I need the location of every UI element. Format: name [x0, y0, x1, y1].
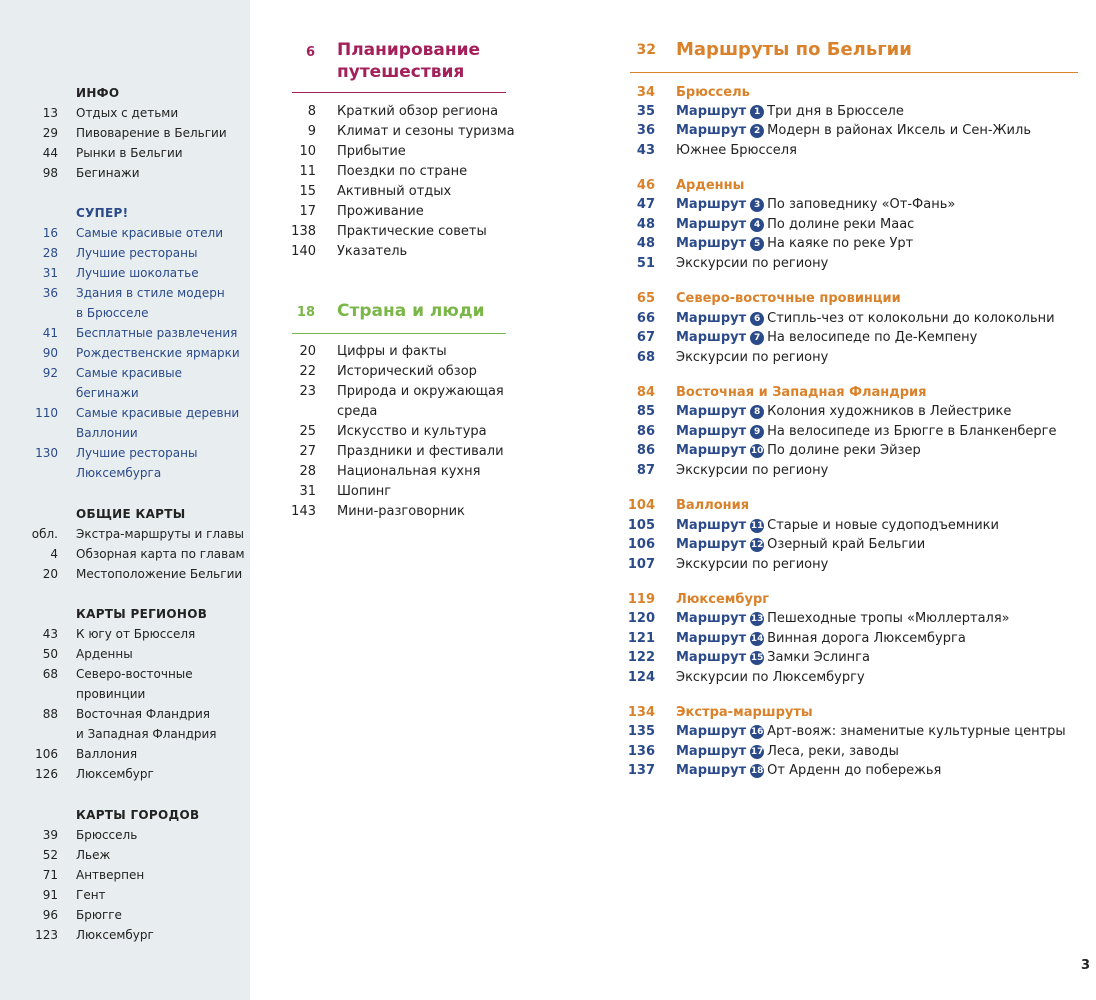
route-label: Маршрут: [676, 611, 747, 626]
sidebar-item[interactable]: [0, 406, 250, 426]
page-number: 34: [636, 85, 655, 100]
item-label: Пешеходные тропы «Мюллерталя»: [767, 611, 1010, 626]
sidebar-item-cont[interactable]: [0, 466, 250, 486]
page-number: 85: [636, 404, 655, 419]
item-label: Люксембурга: [76, 466, 162, 480]
route-number-badge: 16: [750, 727, 764, 737]
page-number: 136: [627, 744, 655, 759]
region-title: Северо-восточные провинции: [676, 291, 901, 306]
page-number: 32: [636, 42, 656, 58]
page-number: 84: [636, 385, 655, 400]
sidebar-item[interactable]: [0, 828, 250, 848]
item-label: Климат и сезоны туризма: [337, 124, 515, 139]
item-label: в Брюсселе: [76, 306, 149, 320]
route-label: Маршрут: [676, 650, 747, 665]
page-number: 105: [627, 518, 655, 533]
sidebar-item[interactable]: [0, 346, 250, 366]
route-label: Маршрут: [676, 724, 747, 739]
page-number: 31: [42, 266, 58, 280]
page-number: 91: [42, 888, 58, 902]
item-label: Гент: [76, 888, 106, 902]
item-label: Арденны: [76, 647, 133, 661]
page-number: 143: [291, 504, 316, 519]
sidebar-item-cont[interactable]: [0, 727, 250, 747]
page-number: 86: [636, 424, 655, 439]
toc-item[interactable]: [630, 348, 1080, 368]
route-label: Маршрут: [676, 197, 747, 212]
sidebar-item[interactable]: [0, 888, 250, 908]
sidebar-item[interactable]: [0, 667, 250, 687]
route-number-badge: 2: [750, 124, 764, 138]
page-number: 23: [299, 384, 316, 399]
page-number: 122: [627, 650, 655, 665]
toc-item[interactable]: [627, 555, 1080, 575]
route-number-badge: 11: [750, 521, 764, 531]
item-label: Национальная кухня: [337, 464, 481, 479]
item-label: Рынки в Бельгии: [76, 146, 183, 160]
route-label: Маршрут: [676, 123, 747, 138]
item-label: Здания в стиле модерн: [76, 286, 225, 300]
item-label: Брюссель: [76, 828, 138, 842]
sidebar-item[interactable]: [0, 266, 250, 286]
page-number: 4: [50, 547, 58, 561]
item-label: Мини-разговорник: [337, 504, 465, 519]
item-label: Бесплатные развлечения: [76, 326, 238, 340]
page-number: 10: [299, 144, 316, 159]
item-label: По долине реки Эйзер: [767, 443, 921, 458]
page-number: 90: [42, 346, 58, 360]
item-label: провинции: [76, 687, 146, 701]
route-label: Маршрут: [676, 537, 747, 552]
page-number: 20: [42, 567, 58, 581]
toc-item[interactable]: [627, 668, 1080, 688]
page-number: 124: [627, 670, 655, 685]
page-number: 36: [42, 286, 58, 300]
page-number: 123: [35, 928, 58, 942]
route-number-badge: 6: [750, 312, 764, 326]
item-label: Искусство и культура: [337, 424, 487, 439]
page-number: 39: [42, 828, 58, 842]
item-label: По долине реки Маас: [767, 217, 915, 232]
route-number-badge: 13: [750, 614, 764, 624]
item-label: и Западная Фландрия: [76, 727, 217, 741]
item-label: Экскурсии по региону: [676, 463, 829, 478]
region-title: Люксембург: [676, 592, 770, 607]
item-label: На велосипеде из Брюгге в Бланкенберге: [767, 424, 1057, 439]
sidebar-item[interactable]: [0, 366, 250, 386]
page-number: 16: [42, 226, 58, 240]
page-number: 104: [627, 498, 655, 513]
page-number: 134: [627, 705, 655, 720]
section-title: путешествия: [337, 62, 465, 82]
item-label: Активный отдых: [337, 184, 452, 199]
route-item[interactable]: [627, 535, 1080, 555]
route-item[interactable]: [627, 629, 1080, 649]
route-number-badge: 4: [750, 218, 764, 232]
item-label: Самые красивые деревни: [76, 406, 240, 420]
page-number: 31: [299, 484, 316, 499]
page-number: 68: [42, 667, 58, 681]
sidebar-heading-general-maps: ОБЩИЕ КАРТЫ: [76, 507, 186, 521]
toc-item[interactable]: [292, 142, 512, 162]
item-label: Цифры и факты: [337, 344, 447, 359]
page-number: 71: [42, 868, 58, 882]
section-title: Страна и люди: [337, 301, 485, 321]
sidebar-item[interactable]: [0, 908, 250, 928]
sidebar-heading-city-maps: КАРТЫ ГОРОДОВ: [76, 808, 200, 822]
page-number: 36: [636, 123, 655, 138]
page-number: 15: [299, 184, 316, 199]
route-number-badge: 5: [750, 237, 764, 251]
page-footer-number: 3: [1080, 958, 1090, 973]
route-label: Маршрут: [676, 236, 747, 251]
page-number: 110: [35, 406, 58, 420]
item-label: Валлонии: [76, 426, 138, 440]
item-label: Поездки по стране: [337, 164, 468, 179]
item-label: Исторический обзор: [337, 364, 477, 379]
page-number: 106: [627, 537, 655, 552]
page-number: 27: [299, 444, 316, 459]
route-label: Маршрут: [676, 330, 747, 345]
sidebar-heading-super: СУПЕР!: [76, 206, 129, 220]
item-label: Самые красивые отели: [76, 226, 223, 240]
page-number: 52: [42, 848, 58, 862]
toc-item[interactable]: [292, 422, 512, 442]
item-label: Самые красивые: [76, 366, 183, 380]
route-item[interactable]: [630, 328, 1080, 348]
item-label: Южнее Брюсселя: [676, 143, 797, 158]
toc-item[interactable]: [292, 122, 515, 142]
sidebar-item[interactable]: [0, 848, 250, 868]
item-label: Стипль-чез от колокольни до колокольни: [767, 311, 1055, 326]
route-label: Маршрут: [676, 631, 747, 646]
page-number: 120: [627, 611, 655, 626]
item-label: От Арденн до побережья: [767, 763, 942, 778]
route-number-badge: 10: [750, 446, 764, 456]
page-number: 18: [296, 305, 315, 320]
item-label: Антверпен: [76, 868, 145, 882]
route-number-badge: 9: [750, 425, 764, 439]
section-divider: [630, 72, 1078, 73]
page-number: 35: [636, 104, 655, 119]
route-item[interactable]: [630, 234, 1080, 254]
page-number: 96: [42, 908, 58, 922]
toc-item[interactable]: [292, 222, 512, 242]
route-label: Маршрут: [676, 763, 747, 778]
page-number: 13: [42, 106, 58, 120]
item-label: По заповеднику «От-Фань»: [767, 197, 956, 212]
page-number: 43: [636, 143, 655, 158]
route-item[interactable]: [630, 215, 1080, 235]
route-item[interactable]: [627, 609, 1080, 629]
item-label: Северо-восточные: [76, 667, 193, 681]
region-title: Брюссель: [676, 85, 750, 100]
item-label: Обзорная карта по главам: [76, 547, 245, 561]
route-label: Маршрут: [676, 744, 747, 759]
page-number: 119: [627, 592, 655, 607]
sidebar-item[interactable]: [0, 868, 250, 888]
toc-item[interactable]: [630, 141, 1080, 161]
toc-item[interactable]: [292, 342, 512, 362]
route-item[interactable]: [630, 309, 1080, 329]
sidebar-heading-info: ИНФО: [76, 86, 120, 100]
route-label: Маршрут: [676, 518, 747, 533]
sidebar-item[interactable]: [0, 166, 250, 186]
sidebar-item[interactable]: [0, 226, 250, 246]
sidebar-item[interactable]: [0, 627, 250, 647]
sidebar-item[interactable]: [0, 146, 250, 166]
route-number-badge: 1: [750, 105, 764, 119]
toc-item-cont[interactable]: [292, 402, 512, 422]
item-label: Практические советы: [337, 224, 487, 239]
route-number-badge: 8: [750, 405, 764, 419]
sidebar-item[interactable]: [0, 106, 250, 126]
page-number: 65: [636, 291, 655, 306]
sidebar-item[interactable]: [0, 246, 250, 266]
item-label: Экскурсии по региону: [676, 557, 829, 572]
item-label: Брюгге: [76, 908, 122, 922]
toc-item[interactable]: [630, 254, 1080, 274]
item-label: Прибытие: [337, 144, 406, 159]
section-divider: [292, 92, 506, 93]
route-item[interactable]: [627, 648, 1080, 668]
sidebar-item-cont[interactable]: [0, 426, 250, 446]
section-divider: [292, 333, 506, 334]
item-label: Праздники и фестивали: [337, 444, 504, 459]
region-title: Валлония: [676, 498, 750, 513]
page-number: 48: [636, 217, 655, 232]
item-label: Указатель: [337, 244, 408, 259]
toc-item[interactable]: [292, 362, 512, 382]
item-label: Льеж: [76, 848, 111, 862]
toc-item[interactable]: [292, 102, 512, 122]
page-number: 68: [636, 350, 655, 365]
route-item[interactable]: [630, 422, 1080, 442]
region-heading[interactable]: [630, 289, 1080, 309]
page-number: 138: [291, 224, 316, 239]
route-item[interactable]: [627, 742, 1080, 762]
route-number-badge: 18: [750, 766, 764, 776]
item-label: Бегинажи: [76, 166, 140, 180]
item-label: Рождественские ярмарки: [76, 346, 240, 360]
sidebar-item[interactable]: [0, 747, 250, 767]
page-number: 66: [636, 311, 655, 326]
item-label: Леса, реки, заводы: [767, 744, 899, 759]
page-number: 29: [42, 126, 58, 140]
region-heading[interactable]: [627, 496, 1080, 516]
item-label: Колония художников в Лейестрике: [767, 404, 1012, 419]
page-number: обл.: [31, 527, 58, 541]
item-label: Лучшие рестораны: [76, 446, 198, 460]
route-number-badge: 15: [750, 653, 764, 663]
section-title: Маршруты по Бельгии: [676, 39, 912, 60]
sidebar-item[interactable]: [0, 567, 250, 587]
item-label: Люксембург: [76, 767, 154, 781]
region-heading[interactable]: [630, 176, 1080, 196]
route-number-badge: 14: [750, 634, 764, 644]
route-number-badge: 7: [750, 331, 764, 345]
page-number: 47: [636, 197, 655, 212]
page-number: 41: [42, 326, 58, 340]
sidebar-item[interactable]: [0, 126, 250, 146]
sidebar-item-cont[interactable]: [0, 687, 250, 707]
page-number: 25: [299, 424, 316, 439]
route-item[interactable]: [630, 195, 1080, 215]
item-label: На велосипеде по Де-Кемпену: [767, 330, 978, 345]
page-number: 98: [42, 166, 58, 180]
item-label: Местоположение Бельгии: [76, 567, 243, 581]
route-label: Маршрут: [676, 104, 747, 119]
item-label: Проживание: [337, 204, 424, 219]
page-number: 50: [42, 647, 58, 661]
page-number: 11: [299, 164, 316, 179]
item-label: Лучшие шоколатье: [76, 266, 199, 280]
item-label: Люксембург: [76, 928, 154, 942]
toc-item[interactable]: [292, 462, 512, 482]
page-number: 67: [636, 330, 655, 345]
toc-item[interactable]: [292, 382, 512, 402]
page-number: 44: [42, 146, 58, 160]
page-number: 140: [291, 244, 316, 259]
item-label: Экстра-маршруты и главы: [76, 527, 245, 541]
sidebar-item[interactable]: [0, 527, 250, 547]
item-label: Восточная Фландрия: [76, 707, 210, 721]
region-heading[interactable]: [630, 383, 1080, 403]
page-number: 20: [299, 344, 316, 359]
route-number-badge: 3: [750, 198, 764, 212]
route-item[interactable]: [627, 761, 1080, 781]
section-title: Планирование: [337, 40, 481, 60]
page-number: 8: [307, 104, 316, 119]
item-label: Замки Эслинга: [767, 650, 870, 665]
sidebar-heading-region-maps: КАРТЫ РЕГИОНОВ: [76, 607, 208, 621]
page-number: 87: [636, 463, 655, 478]
page-number: 9: [307, 124, 316, 139]
sidebar-item[interactable]: [0, 446, 250, 466]
item-label: К югу от Брюсселя: [76, 627, 196, 641]
region-title: Арденны: [676, 178, 745, 193]
item-label: Арт-вояж: знаменитые культурные центры: [767, 724, 1066, 739]
page-number: 43: [42, 627, 58, 641]
page-number: 88: [42, 707, 58, 721]
route-label: Маршрут: [676, 424, 747, 439]
item-label: Природа и окружающая: [337, 384, 504, 399]
item-label: Три дня в Брюсселе: [767, 104, 904, 119]
sidebar-item[interactable]: [0, 928, 250, 948]
item-label: Модерн в районах Иксель и Сен-Жиль: [767, 123, 1031, 138]
page-number: 121: [627, 631, 655, 646]
route-number-badge: 12: [750, 540, 764, 550]
page-number: 92: [42, 366, 58, 380]
page-number: 28: [299, 464, 316, 479]
item-label: Отдых с детьми: [76, 106, 179, 120]
route-item[interactable]: [630, 441, 1080, 461]
route-label: Маршрут: [676, 217, 747, 232]
toc-item[interactable]: [292, 482, 512, 502]
region-title: Восточная и Западная Фландрия: [676, 385, 927, 400]
page-number: 28: [42, 246, 58, 260]
toc-item[interactable]: [292, 242, 512, 262]
route-item[interactable]: [630, 402, 1080, 422]
route-label: Маршрут: [676, 443, 747, 458]
route-item[interactable]: [627, 516, 1080, 536]
page-number: 17: [299, 204, 316, 219]
region-title: Экстра-маршруты: [676, 705, 813, 720]
item-label: Краткий обзор региона: [337, 104, 499, 119]
page-number: 86: [636, 443, 655, 458]
route-label: Маршрут: [676, 311, 747, 326]
route-item[interactable]: [630, 102, 1080, 122]
route-item[interactable]: [630, 121, 1080, 141]
item-label: Валлония: [76, 747, 138, 761]
page-number: 106: [35, 747, 58, 761]
item-label: На каяке по реке Урт: [767, 236, 914, 251]
toc-item[interactable]: [292, 202, 512, 222]
sidebar-item[interactable]: [0, 547, 250, 567]
item-label: Экскурсии по региону: [676, 350, 829, 365]
page-number: 46: [636, 178, 655, 193]
sidebar-item[interactable]: [0, 286, 250, 306]
page-number: 130: [35, 446, 58, 460]
page-number: 22: [299, 364, 316, 379]
item-label: Пивоварение в Бельгии: [76, 126, 227, 140]
page-number: 137: [627, 763, 655, 778]
page-number: 107: [627, 557, 655, 572]
item-label: Шопинг: [337, 484, 392, 499]
sidebar-item[interactable]: [0, 647, 250, 667]
page-number: 48: [636, 236, 655, 251]
route-number-badge: 17: [750, 747, 764, 757]
page-number: 51: [636, 256, 655, 271]
toc-item[interactable]: [292, 182, 512, 202]
region-heading[interactable]: [630, 83, 1080, 103]
item-label: Винная дорога Люксембурга: [767, 631, 966, 646]
item-label: Экскурсии по региону: [676, 256, 829, 271]
region-heading[interactable]: [627, 703, 1080, 723]
toc-item[interactable]: [292, 502, 512, 522]
region-heading[interactable]: [627, 590, 1080, 610]
item-label: среда: [337, 404, 378, 419]
page-number: 135: [627, 724, 655, 739]
page-number: 126: [35, 767, 58, 781]
toc-item[interactable]: [292, 442, 512, 462]
sidebar-item-cont[interactable]: [0, 386, 250, 406]
item-label: бегинажи: [76, 386, 139, 400]
sidebar-item[interactable]: [0, 326, 250, 346]
sidebar-item[interactable]: [0, 707, 250, 727]
item-label: Лучшие рестораны: [76, 246, 198, 260]
page-number: 6: [305, 45, 315, 60]
sidebar-item-cont[interactable]: [0, 306, 250, 326]
sidebar-item[interactable]: [0, 767, 250, 787]
item-label: Озерный край Бельгии: [767, 537, 926, 552]
route-item[interactable]: [627, 722, 1080, 742]
item-label: Старые и новые судоподъемники: [767, 518, 999, 533]
toc-item[interactable]: [292, 162, 512, 182]
route-label: Маршрут: [676, 404, 747, 419]
toc-item[interactable]: [630, 461, 1080, 481]
item-label: Экскурсии по Люксембургу: [676, 670, 865, 685]
